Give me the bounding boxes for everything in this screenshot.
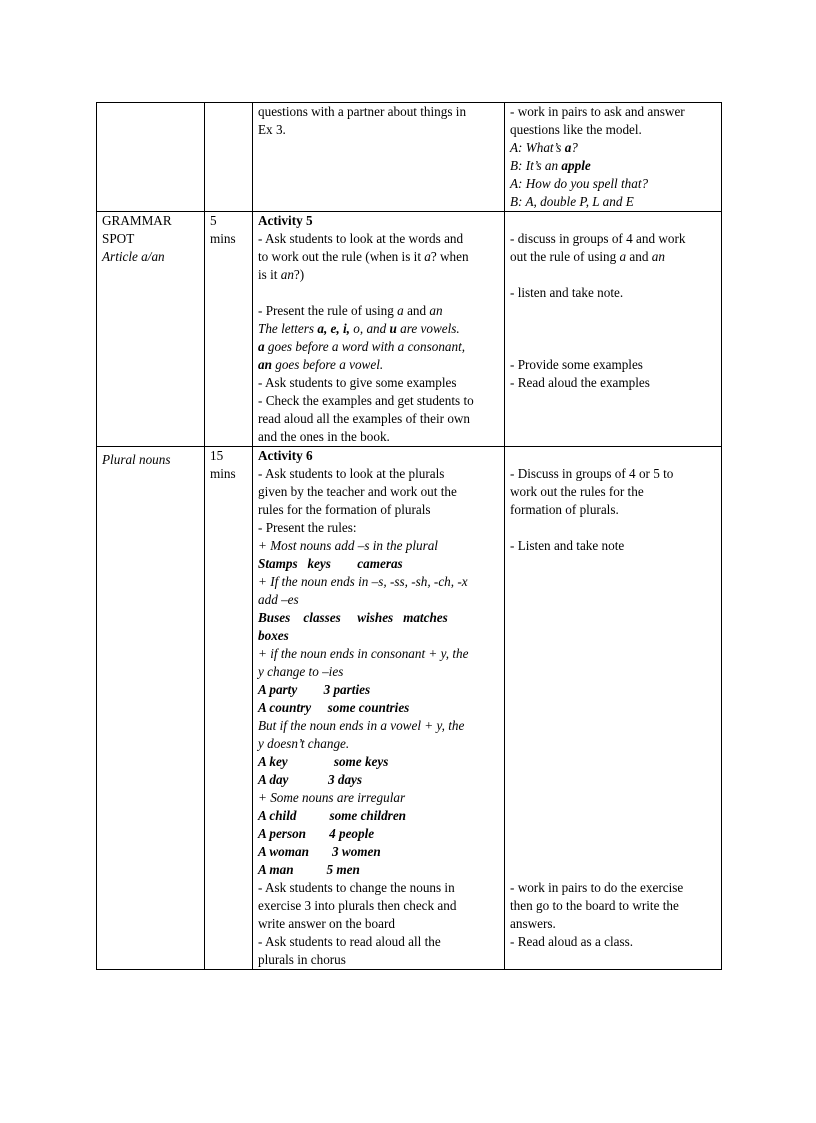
activity-title: Activity 5 <box>258 213 313 228</box>
example-line: boxes <box>258 628 289 643</box>
text-line: write answer on the board <box>258 916 395 931</box>
spacer <box>510 735 716 753</box>
rule-line: But if the noun ends in a vowel + y, the <box>258 718 465 733</box>
spacer <box>510 212 716 230</box>
spacer <box>510 663 716 681</box>
dialogue-line: A: How do you spell that? <box>510 176 649 191</box>
text: a, e, i, <box>317 321 350 336</box>
table-row <box>97 103 722 212</box>
text-line <box>510 248 716 266</box>
text-line: answers. <box>510 916 556 931</box>
topic-title: Plural nouns <box>102 452 171 467</box>
text-line: work out the rules for the <box>510 484 644 499</box>
example-line: Stamps keys cameras <box>258 556 403 571</box>
spacer <box>510 699 716 717</box>
rule-line: + Most nouns add –s in the plural <box>258 538 438 553</box>
text-line: - Read aloud as a class. <box>510 934 634 949</box>
example-line: A day 3 days <box>258 772 363 787</box>
spacer <box>510 645 716 663</box>
section-title: GRAMMAR <box>102 213 172 228</box>
text-line: - Provide some examples <box>510 357 643 372</box>
text: is it <box>258 267 281 282</box>
text: an <box>429 303 443 318</box>
student-activity-cell <box>505 447 722 970</box>
text-line: questions like the model. <box>510 122 642 137</box>
text-line: then go to the board to write the <box>510 898 679 913</box>
rule-line <box>258 320 499 338</box>
spacer <box>510 717 716 735</box>
text-line: rules for the formation of plurals <box>258 502 431 517</box>
spacer <box>510 573 716 591</box>
text-line: - Ask students to look at the words and <box>258 231 464 246</box>
text-line: - discuss in groups of 4 and work <box>510 231 686 246</box>
section-title: SPOT <box>102 231 135 246</box>
text: an <box>651 249 665 264</box>
rule-line: + If the noun ends in –s, -ss, -sh, -ch, -x <box>258 574 468 589</box>
spacer <box>510 302 716 320</box>
example-line: Buses classes wishes matches <box>258 610 448 625</box>
teacher-activity-cell <box>253 103 505 212</box>
text-line: and the ones in the book. <box>258 429 390 444</box>
dialogue-text: ? <box>571 140 578 155</box>
example-line: A man 5 men <box>258 862 360 877</box>
text: a <box>619 249 627 264</box>
text-line: read aloud all the examples of their own <box>258 411 471 426</box>
dialogue-line: B: A, double P, L and E <box>510 194 634 209</box>
spacer <box>510 789 716 807</box>
spacer <box>510 861 716 879</box>
text: and <box>626 249 652 264</box>
spacer <box>510 771 716 789</box>
text: goes before a vowel. <box>271 357 384 372</box>
text: goes before a word with a consonant, <box>264 339 466 354</box>
spacer <box>510 825 716 843</box>
example-line: A country some countries <box>258 700 410 715</box>
text-line: - Discuss in groups of 4 or 5 to <box>510 466 674 481</box>
spacer <box>510 753 716 771</box>
text-line: given by the teacher and work out the <box>258 484 457 499</box>
rule-line: add –es <box>258 592 299 607</box>
text: u <box>389 321 397 336</box>
student-activity-cell <box>505 103 722 212</box>
text-line <box>258 302 499 320</box>
spacer <box>510 447 716 465</box>
spacer <box>510 320 716 338</box>
table-row <box>97 447 722 970</box>
example-line: A woman 3 women <box>258 844 381 859</box>
time-unit: mins <box>210 231 236 246</box>
spacer <box>510 338 716 356</box>
table-row <box>97 212 722 447</box>
text-line: Ex 3. <box>258 122 286 137</box>
spacer <box>510 519 716 537</box>
time-value: 15 <box>210 448 224 463</box>
text: and <box>403 303 430 318</box>
spacer <box>510 627 716 645</box>
text-line: - listen and take note. <box>510 285 624 300</box>
spacer <box>510 555 716 573</box>
time-cell <box>205 447 253 970</box>
dialogue-line <box>510 157 716 175</box>
spacer <box>510 591 716 609</box>
text-line: - Ask students to look at the plurals <box>258 466 445 481</box>
text: an <box>280 267 294 282</box>
lesson-plan-table <box>96 102 722 970</box>
text-line <box>258 266 499 284</box>
text-line: formation of plurals. <box>510 502 619 517</box>
text: The letters <box>258 321 318 336</box>
section-cell <box>97 212 205 447</box>
text: ?) <box>293 267 305 282</box>
teacher-activity-cell <box>253 212 505 447</box>
text: a <box>258 339 265 354</box>
text: o, <box>349 321 364 336</box>
text: out the rule of using <box>510 249 620 264</box>
dialogue-line <box>510 139 716 157</box>
text-line: exercise 3 into plurals then check and <box>258 898 457 913</box>
text-line: - Ask students to change the nouns in <box>258 880 455 895</box>
text-line: - work in pairs to ask and answer <box>510 104 685 119</box>
dialogue-bold: apple <box>561 158 591 173</box>
dialogue-text: A: What’s <box>510 140 565 155</box>
example-line: A person 4 people <box>258 826 375 841</box>
text: an <box>258 357 272 372</box>
student-activity-cell <box>505 212 722 447</box>
dialogue-text: B: It’s an <box>510 158 562 173</box>
spacer <box>510 807 716 825</box>
spacer <box>510 609 716 627</box>
section-cell <box>97 103 205 212</box>
text: and <box>363 321 390 336</box>
text-line: - work in pairs to do the exercise <box>510 880 684 895</box>
text-line <box>258 248 499 266</box>
activity-title: Activity 6 <box>258 448 313 463</box>
time-value: 5 <box>210 213 217 228</box>
rule-line: y change to –ies <box>258 664 344 679</box>
text: are vowels. <box>396 321 460 336</box>
section-cell <box>97 447 205 970</box>
time-unit: mins <box>210 466 236 481</box>
topic-title: Article a/an <box>102 249 165 264</box>
spacer <box>510 266 716 284</box>
spacer <box>510 681 716 699</box>
text: a <box>397 303 404 318</box>
text-line: - Present the rules: <box>258 520 357 535</box>
text-line: - Listen and take note <box>510 538 625 553</box>
text-line: - Read aloud the examples <box>510 375 650 390</box>
rule-line <box>258 338 499 356</box>
time-cell <box>205 212 253 447</box>
rule-line <box>258 356 499 374</box>
example-line: A party 3 parties <box>258 682 371 697</box>
spacer <box>258 284 499 302</box>
text-line: plurals in chorus <box>258 952 346 967</box>
dialogue-bold: a <box>564 140 572 155</box>
text-line: - Ask students to give some examples <box>258 375 457 390</box>
spacer <box>510 843 716 861</box>
rule-line: y doesn’t change. <box>258 736 350 751</box>
teacher-activity-cell <box>253 447 505 970</box>
rule-line: + if the noun ends in consonant + y, the <box>258 646 469 661</box>
text-line: - Check the examples and get students to <box>258 393 474 408</box>
example-line: A key some keys <box>258 754 389 769</box>
time-cell <box>205 103 253 212</box>
rule-line: + Some nouns are irregular <box>258 790 406 805</box>
text: - Present the rule of using <box>258 303 398 318</box>
text: a <box>424 249 431 264</box>
text-line: questions with a partner about things in <box>258 104 467 119</box>
text-line: - Ask students to read aloud all the <box>258 934 441 949</box>
example-line: A child some children <box>258 808 407 823</box>
text: to work out the rule (when is it <box>258 249 425 264</box>
text: ? when <box>430 249 469 264</box>
